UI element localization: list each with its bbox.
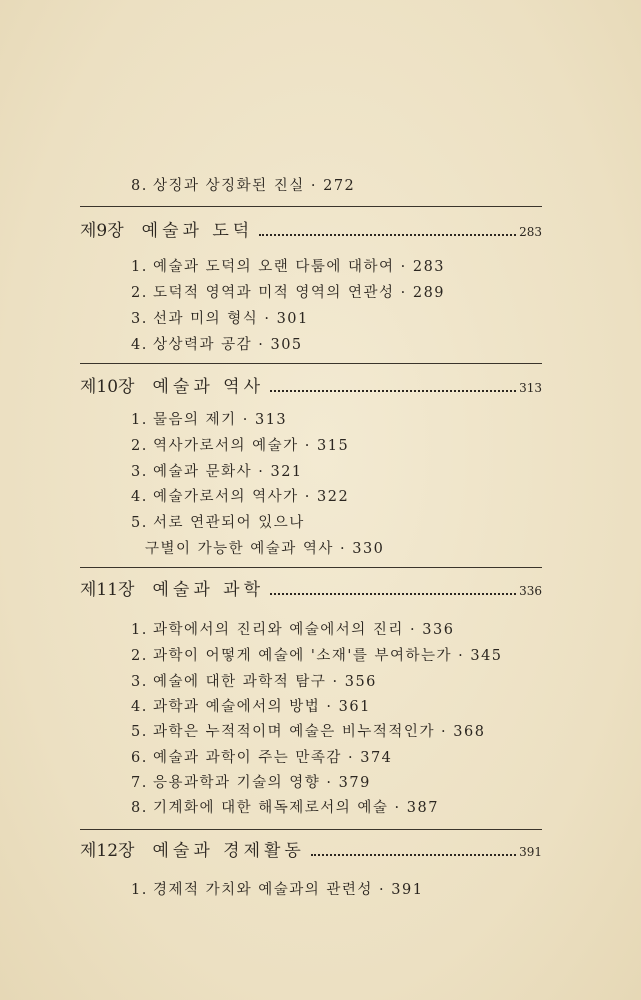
toc-entry[interactable] [131,697,371,717]
entry-number: 8. [131,800,148,816]
toc-entry[interactable] [131,748,392,768]
entry-text: 경제적 가치와 예술과의 관련성 · 391 [153,882,424,898]
toc-entry[interactable] [131,487,349,507]
chapter-heading-9[interactable] [80,218,542,245]
chapter-title: 예술과 과학 [152,580,264,600]
entry-text: 물음의 제기 · 313 [153,412,288,428]
chapter-heading-11[interactable] [80,577,542,604]
entry-number: 3. [131,311,148,327]
entry-number: 4. [131,699,148,715]
entry-text: 구별이 가능한 예술과 역사 · 330 [145,541,385,557]
dot-leader [311,854,516,856]
dot-leader [270,593,516,595]
toc-entry[interactable] [131,620,454,640]
toc-entry[interactable] [131,410,287,430]
toc-entry[interactable] [131,722,485,742]
entry-text: 과학에서의 진리와 예술에서의 진리 · 336 [153,622,455,638]
toc-entry[interactable] [131,773,371,793]
entry-text: 과학은 누적적이며 예술은 비누적적인가 · 368 [153,724,486,740]
entry-text: 상상력과 공감 · 305 [153,337,303,353]
entry-number: 5. [131,724,148,740]
toc-entry[interactable] [131,283,445,303]
toc-entry-continuation [145,539,384,559]
entry-number: 7. [131,775,148,791]
entry-text: 서로 연관되어 있으나 [153,515,305,531]
entry-text: 기계화에 대한 해독제로서의 예술 · 387 [153,800,439,816]
toc-entry[interactable] [131,462,303,482]
toc-entry[interactable] [131,798,439,818]
entry-number: 1. [131,882,148,898]
entry-number: 1. [131,622,148,638]
toc-entry[interactable] [131,646,503,666]
toc-entry[interactable] [131,880,423,900]
toc-entry[interactable] [131,436,349,456]
entry-text: 상징과 상징화된 진실 · 272 [153,178,356,194]
entry-number: 3. [131,464,148,480]
entry-number: 6. [131,750,148,766]
chapter-title: 예술과 역사 [152,377,264,397]
entry-text: 예술과 문화사 · 321 [153,464,303,480]
chapter-divider [80,206,542,207]
entry-number: 4. [131,489,148,505]
toc-entry[interactable] [131,672,377,692]
entry-number: 1. [131,412,148,428]
entry-number: 2. [131,285,148,301]
entry-text: 예술과 도덕의 오랜 다툼에 대하여 · 283 [153,259,446,275]
entry-number: 8. [131,178,148,194]
entry-text: 예술가로서의 역사가 · 322 [153,489,350,505]
entry-number: 2. [131,438,148,454]
entry-number: 4. [131,337,148,353]
entry-number: 2. [131,648,148,664]
chapter-divider [80,363,542,364]
entry-text: 예술과 과학이 주는 만족감 · 374 [153,750,393,766]
chapter-heading-10[interactable] [80,374,542,401]
toc-entry[interactable] [131,513,305,533]
entry-text: 도덕적 영역과 미적 영역의 연관성 · 289 [153,285,446,301]
entry-text: 예술에 대한 과학적 탐구 · 356 [153,674,377,690]
toc-entry[interactable] [131,257,445,277]
entry-text: 응용과학과 기술의 영향 · 379 [153,775,371,791]
chapter-page: 313 [519,381,542,395]
chapter-title: 예술과 도덕 [141,221,254,241]
entry-text: 역사가로서의 예술가 · 315 [153,438,350,454]
chapter-page: 283 [519,225,542,239]
entry-text: 과학이 어떻게 예술에 '소재'를 부여하는가 · 345 [153,648,503,664]
chapter-number: 제12장 [80,841,135,861]
entry-number: 3. [131,674,148,690]
entry-number: 5. [131,515,148,531]
entry-text: 선과 미의 형식 · 301 [153,311,309,327]
chapter-number: 제11장 [80,580,135,600]
entry-text: 과학과 예술에서의 방법 · 361 [153,699,371,715]
dot-leader [270,390,516,392]
chapter-heading-12[interactable] [80,838,542,865]
chapter-page: 336 [519,584,542,598]
toc-entry[interactable] [131,335,303,355]
chapter-page: 391 [519,845,542,859]
entry-number: 1. [131,259,148,275]
chapter-divider [80,567,542,568]
chapter-number: 제10장 [80,377,135,397]
dot-leader [259,234,516,236]
chapter-title: 예술과 경제활동 [152,841,305,861]
toc-entry[interactable] [131,309,309,329]
toc-entry[interactable] [131,176,355,196]
chapter-number: 제9장 [80,221,124,241]
chapter-divider [80,829,542,830]
